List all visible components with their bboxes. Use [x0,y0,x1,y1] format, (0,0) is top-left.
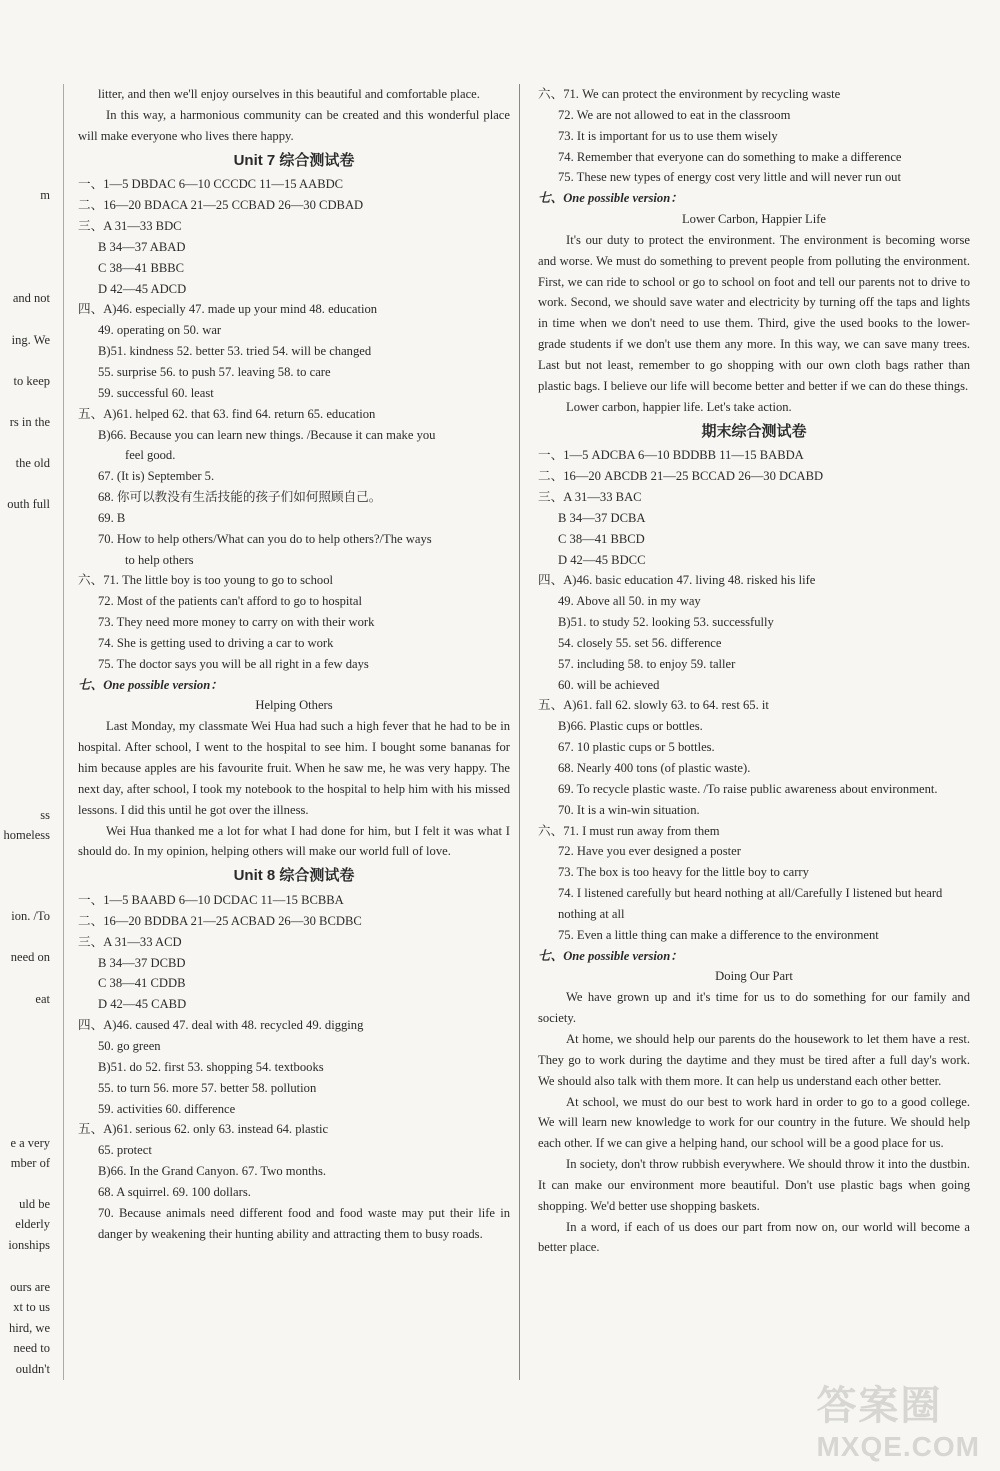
essay-paragraph: In society, don't throw rubbish everywhere. We should throw it into the dustbin. It can make our environment more beautiful. Don't use plastic bags when going shopping. We'd better use shopping baskets. [538,1157,970,1213]
version-label: 七、One possible version： [538,191,683,206]
answer-line: 75. Even a little thing can make a difference to the environment [558,927,879,942]
essay-paragraph: Lower carbon, happier life. Let's take action. [566,399,792,414]
watermark-logo-text: 答案圈 [816,1384,943,1428]
answer-line: D 42—45 CABD [98,997,187,1012]
answer-line: 49. operating on 50. war [98,323,222,338]
essay-paragraph: At school, we must do our best to work hard in order to go to a good college. We will learn new knowledge to work for our country in the future. We should help each other. If we can give a helping hand, our school will be a good place for us. [538,1094,970,1151]
right-column [538,84,970,1258]
answer-line: 六、71. The little boy is too young to go to school [78,573,334,588]
answer-line: 72. Most of the patients can't afford to go to hospital [98,594,363,609]
answer-line: 75. The doctor says you will be all right in a few days [98,656,369,671]
essay-paragraph: We have grown up and it's time for us to do something for our family and society. [538,990,970,1026]
answer-line: B)51. do 52. first 53. shopping 54. textbooks [98,1059,324,1074]
answer-line: 五、A)61. helped 62. that 63. find 64. return 65. education [78,406,376,421]
answer-line: 73. The box is too heavy for the little boy to carry [558,865,809,880]
answer-line: 49. Above all 50. in my way [558,594,701,609]
answer-line: 70. Because animals need different food and food waste may put their life in danger by weakening their hunting ability and attracting them to busy roads. [98,1205,510,1241]
answer-line: 三、A 31—33 BDC [78,219,182,234]
answer-line: 六、71. I must run away from them [538,823,720,838]
answer-line: 五、A)61. fall 62. slowly 63. to 64. rest 65. it [538,698,769,713]
answer-line: 一、1—5 ADCBA 6—10 BDDBB 11—15 BABDA [538,448,804,463]
answer-line: 四、A)46. caused 47. deal with 48. recycled 49. digging [78,1018,364,1033]
answer-line: 三、A 31—33 BAC [538,490,642,505]
intro-paragraph: In this way, a harmonious community can be created and this wonderful place will make everyone who lives there happy. [78,107,510,143]
edge-fragment: rs in the [9,415,50,429]
answer-line: 50. go green [98,1038,161,1053]
left-column [78,84,510,1244]
answer-line: B)66. In the Grand Canyon. 67. Two months. [98,1164,327,1179]
answer-line: 一、1—5 DBDAC 6—10 CCCDC 11—15 AABDC [78,177,344,192]
edge-fragment: ion. /To [11,909,50,923]
answer-line: 59. activities 60. difference [98,1101,236,1116]
answer-line: 74. She is getting used to driving a car to work [98,635,334,650]
answer-line: B)66. Because you can learn new things. /Because it can make you [98,427,436,442]
answer-line: D 42—45 BDCC [558,552,646,567]
version-label: 七、One possible version： [538,948,683,963]
essay-paragraph: Last Monday, my classmate Wei Hua had such a high fever that he had to be in hospital. After school, I went to the hospital to see him. I bought some bananas for him because apples are his favourite fruit. When he saw me, he was very happy. The next day, after school, I took my notebook to the hospital to help him with his missed lessons. I did this until he got over the illness. [78,719,510,817]
unit8-heading: Unit 8 综合测试卷 [233,867,355,885]
answer-line: 57. including 58. to enjoy 59. taller [558,656,736,671]
edge-fragment: e a very [10,1136,50,1150]
answer-line: 68. Nearly 400 tons (of plastic waste). [558,761,751,775]
answer-line: B 34—37 DCBA [558,510,646,525]
edge-fragment: the old [15,456,50,470]
edge-fragment: ouldn't [15,1362,50,1376]
answer-line: 三、A 31—33 ACD [78,934,182,949]
essay-title: Doing Our Part [715,969,793,984]
answer-line: 二、16—20 BDACA 21—25 CCBAD 26—30 CDBAD [78,198,364,213]
answer-line: 74. Remember that everyone can do something to make a difference [558,149,902,164]
essay-title: Lower Carbon, Happier Life [681,212,827,227]
edge-fragment: xt to us [13,1300,50,1314]
answer-line: 四、A)46. especially 47. made up your mind 48. education [78,302,378,317]
intro-paragraph: litter, and then we'll enjoy ourselves in this beautiful and comfortable place. [98,87,480,101]
essay-paragraph: Wei Hua thanked me a lot for what I had done for him, but I felt it was what I should do. In my opinion, helping others will make our world full of love. [78,823,510,859]
answer-line: 74. I listened carefully but heard nothing at all/Carefully I listened but heard nothing at all [558,886,943,921]
answer-line: 73. It is important for us to use them wisely [558,128,778,143]
answer-line: 72. We are not allowed to eat in the classroom [558,107,791,122]
edge-fragment: mber of [10,1156,50,1170]
answer-line: 69. To recycle plastic waste. /To raise public awareness about environment. [558,781,938,796]
answer-line: 59. successful 60. least [98,385,214,400]
answer-line: 55. surprise 56. to push 57. leaving 58. to care [98,364,331,379]
unit7-heading: Unit 7 综合测试卷 [233,151,355,169]
edge-fragment: eat [35,992,50,1006]
answer-line: 60. will be achieved [558,677,660,692]
answer-line: 68. A squirrel. 69. 100 dollars. [98,1184,251,1199]
version-label: 七、One possible version： [78,677,223,692]
essay-paragraph: In a word, if each of us does our part from now on, our world will become a better place. [538,1219,970,1255]
answer-line: 65. protect [98,1143,152,1158]
edge-fragment: ing. We [11,333,50,347]
answer-line: B 34—37 DCBD [98,955,186,970]
edge-fragment: m [40,188,50,202]
edge-fragment: ionships [8,1238,50,1252]
answer-line: 67. 10 plastic cups or 5 bottles. [558,740,715,755]
answer-line: 四、A)46. basic education 47. living 48. risked his life [538,573,816,588]
answer-line: 72. Have you ever designed a poster [558,844,741,859]
answer-line: 67. (It is) September 5. [98,469,215,484]
edge-fragment: ours are [10,1280,50,1294]
answer-line: C 38—41 BBCD [558,531,645,546]
answer-line: B)51. kindness 52. better 53. tried 54. will be changed [98,344,372,359]
left-edge-clipped-text [0,0,60,1471]
watermark-url: MXQE.COM [816,1431,980,1462]
answer-line: B)51. to study 52. looking 53. successfully [558,615,774,630]
site-watermark [816,1374,980,1463]
answer-line: 五、A)61. serious 62. only 63. instead 64. plastic [78,1122,329,1137]
answer-line: 73. They need more money to carry on with their work [98,615,375,630]
answer-line: 68. 你可以教没有生活技能的孩子们如何照顾自己。 [98,490,382,505]
answer-line: 二、16—20 BDDBA 21—25 ACBAD 26—30 BCDBC [78,913,362,928]
answer-line: 一、1—5 BAABD 6—10 DCDAC 11—15 BCBBA [78,893,344,908]
edge-fragment: outh full [7,497,50,511]
essay-paragraph: It's our duty to protect the environment. The environment is becoming worse and worse. We must do something to prevent people from polluting the environment. First, we can ride to school or go to school on foot and tell our parents not to drive to work. Second, we should save water and electricity by turning off the taps and lights in time when we don't need to use them. Third, give the used books to the lower-grade students if we don't use them any more. In this way, we can save many trees. Last but not least, remember to go shopping with our own cloth bags rather than plastic bags. I believe our life will become better and better if we can do these things. [538,232,970,393]
edge-fragment: ss [40,808,50,822]
edge-fragment: uld be [19,1197,50,1211]
edge-fragment: hird, we [9,1321,50,1335]
answer-line: 69. B [98,510,126,525]
edge-fragment: homeless [3,828,50,842]
final-exam-heading: 期末综合测试卷 [701,422,807,440]
essay-paragraph: At home, we should help our parents do the housework to let them have a rest. They go to work during the daytime and they must be tired after a full day's work. We should also talk with them more. It can help us understand each other better. [538,1031,970,1088]
gutter-rule [63,84,64,1380]
essay-title: Helping Others [255,698,333,713]
answer-line: 75. These new types of energy cost very little and will never run out [558,170,901,185]
answer-line: 55. to turn 56. more 57. better 58. pollution [98,1080,317,1095]
answer-line: B 34—37 ABAD [98,239,186,254]
answer-line: 二、16—20 ABCDB 21—25 BCCAD 26—30 DCABD [538,469,824,484]
answer-line: 54. closely 55. set 56. difference [558,635,722,650]
answer-line: 70. How to help others/What can you do to help others?/The ways [98,531,432,546]
answer-line: C 38—41 BBBC [98,260,185,275]
answer-line: feel good. [125,448,176,463]
answer-line: 六、71. We can protect the environment by recycling waste [538,87,841,101]
column-divider [519,84,520,1380]
answer-line: D 42—45 ADCD [98,281,187,296]
answer-line: C 38—41 CDDB [98,976,186,991]
edge-fragment: need to [13,1341,50,1355]
answer-line: to help others [125,552,194,567]
edge-fragment: elderly [15,1217,50,1231]
answer-line: 70. It is a win-win situation. [558,802,700,817]
edge-fragment: need on [10,950,50,964]
edge-fragment: to keep [13,374,50,388]
edge-fragment: and not [12,291,50,305]
answer-line: B)66. Plastic cups or bottles. [558,719,703,734]
